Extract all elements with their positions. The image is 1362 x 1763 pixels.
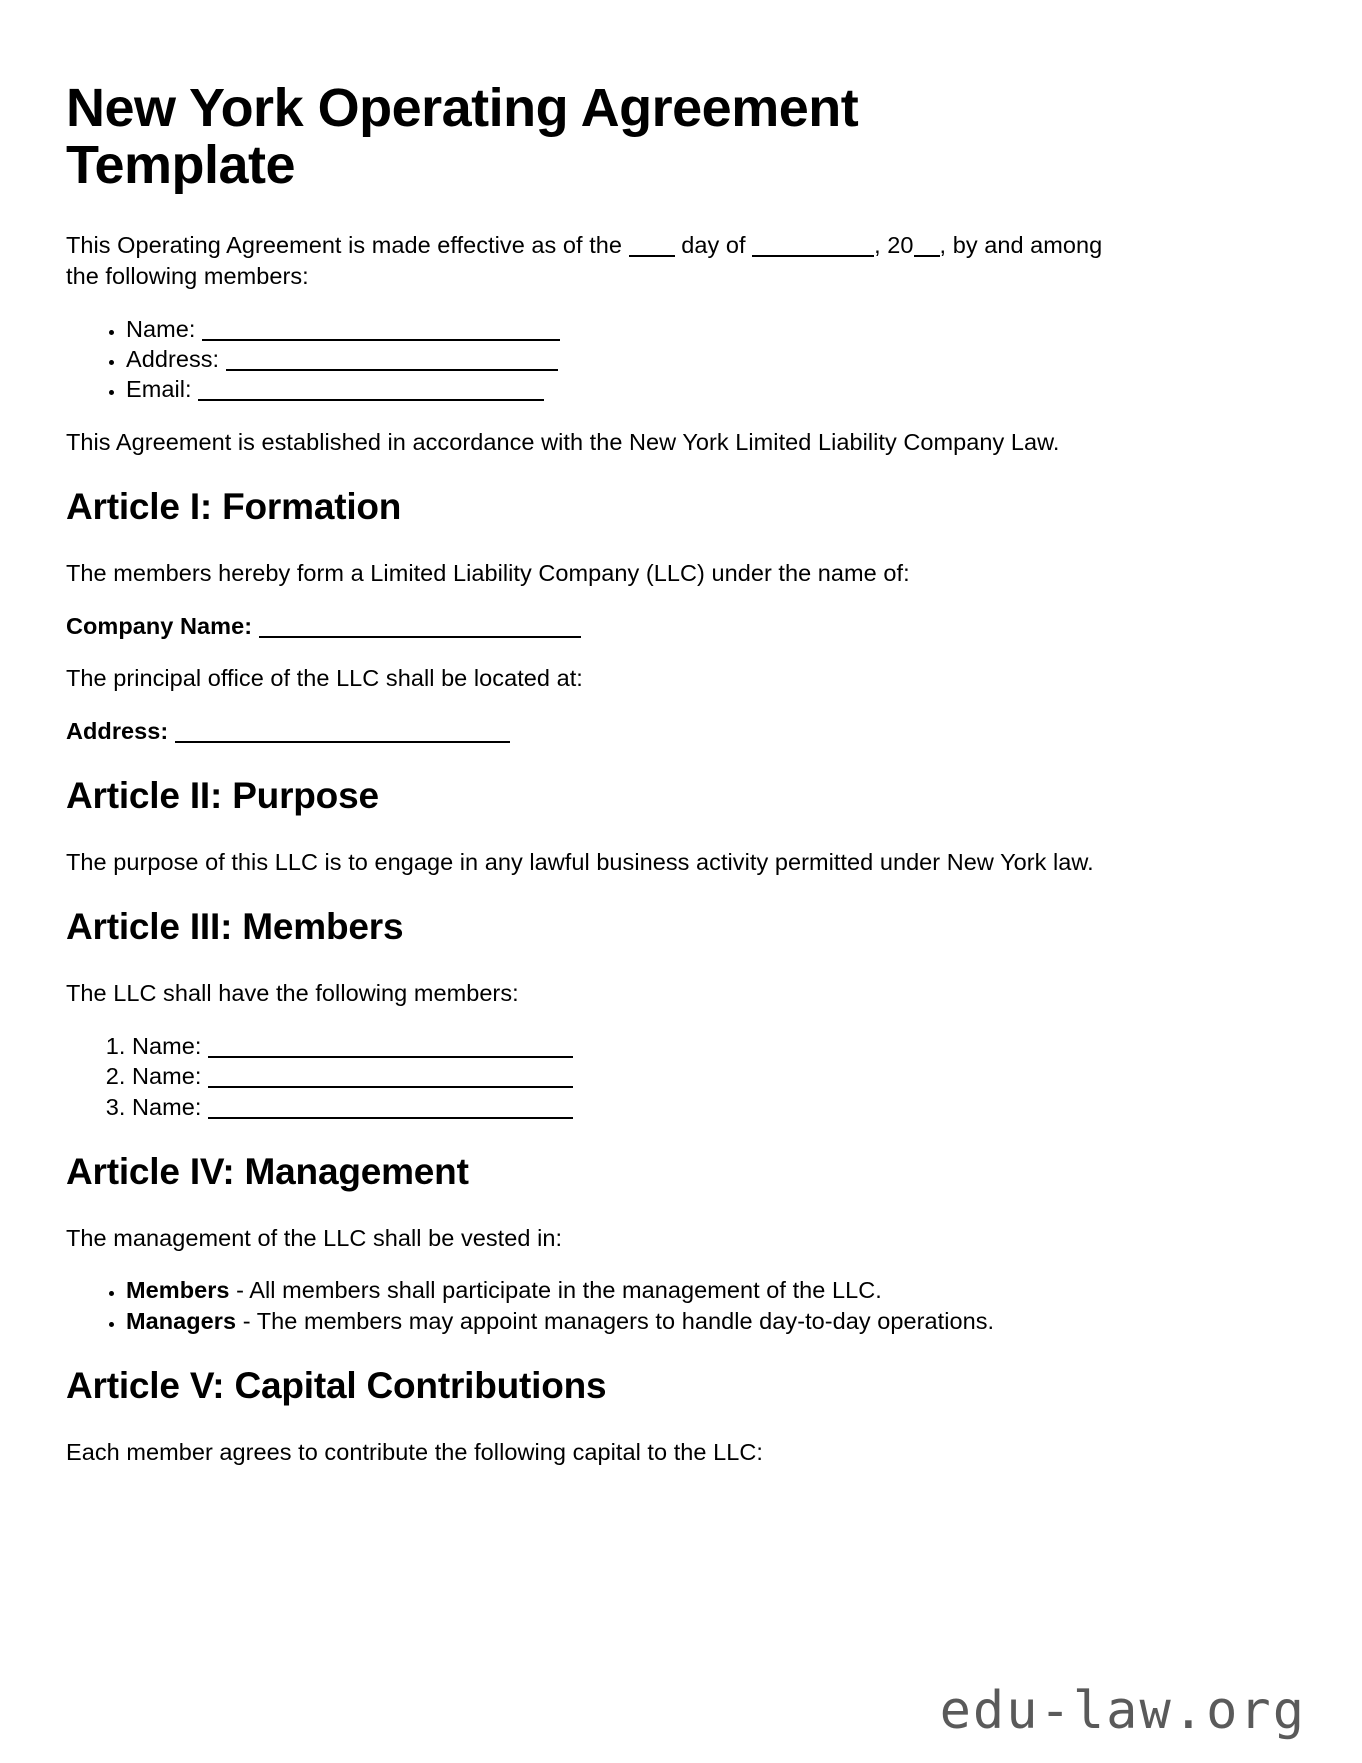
list-item [126,1306,1141,1336]
intro-paragraph [66,230,1141,291]
month-blank[interactable] [752,239,874,257]
intro-text-part-4: , by and among the following members: [66,232,1103,290]
member-2-name-blank[interactable] [208,1070,573,1088]
principal-address-label: Address: [66,717,169,744]
members-numbered-list [66,1031,1141,1122]
company-name-blank[interactable] [259,620,581,638]
document-content [66,0,1141,1467]
watermark: edu-law.org [939,1681,1306,1741]
article-ii-heading: Article II: Purpose [66,775,379,817]
company-name-field [66,611,1141,642]
intro-text-part-1: This Operating Agreement is made effective as of the [66,232,623,259]
principal-address-blank[interactable] [175,725,510,743]
list-item [126,1275,1141,1305]
member-3-name-blank[interactable] [208,1101,573,1119]
management-options-list [66,1275,1141,1336]
member-3-name-label: Name: [132,1093,202,1120]
article-i-paragraph-1: The members hereby form a Limited Liability Company (LLC) under the name of: [66,560,910,587]
management-option-members-label: Members [126,1277,230,1304]
member-name-label: Name: [126,315,196,342]
article-iii-heading: Article III: Members [66,906,404,948]
article-i-paragraph-2: The principal office of the LLC shall be located at: [66,665,583,692]
law-statement: This Agreement is established in accordance with the New York Limited Liability Company Law. [66,428,1060,455]
member-2-name-label: Name: [132,1063,202,1090]
principal-address-field [66,716,1141,747]
member-name-blank[interactable] [202,323,560,341]
list-item [126,344,1141,374]
member-email-label: Email: [126,376,192,403]
member-1-name-blank[interactable] [208,1040,573,1058]
list-item [132,1092,1141,1122]
page-title: New York Operating Agreement Template [66,78,859,196]
list-item [132,1061,1141,1091]
company-name-label: Company Name: [66,612,253,639]
article-i-heading: Article I: Formation [66,486,402,528]
management-option-members-text: - All members shall participate in the management of the LLC. [229,1277,882,1304]
article-v-paragraph-1: Each member agrees to contribute the following capital to the LLC: [66,1438,763,1465]
intro-text-part-2: day of [681,232,746,259]
member-email-blank[interactable] [198,383,544,401]
article-ii-paragraph-1: The purpose of this LLC is to engage in any lawful business activity permitted under New York law. [66,848,1094,875]
management-option-managers-label: Managers [126,1307,237,1334]
article-iv-paragraph-1: The management of the LLC shall be vested in: [66,1224,563,1251]
article-iii-paragraph-1: The LLC shall have the following members: [66,980,519,1007]
member-address-label: Address: [126,345,220,372]
article-v-heading: Article V: Capital Contributions [66,1365,607,1407]
management-option-managers-text: - The members may appoint managers to handle day-to-day operations. [236,1307,995,1334]
intro-text-part-3: , 20 [874,232,914,259]
member-1-name-label: Name: [132,1032,202,1059]
member-address-blank[interactable] [226,353,558,371]
list-item [126,314,1141,344]
list-item [132,1031,1141,1061]
day-blank[interactable] [629,239,675,257]
list-item [126,374,1141,404]
member-fields-list [66,314,1141,405]
article-iv-heading: Article IV: Management [66,1150,469,1192]
year-blank[interactable] [914,239,940,257]
